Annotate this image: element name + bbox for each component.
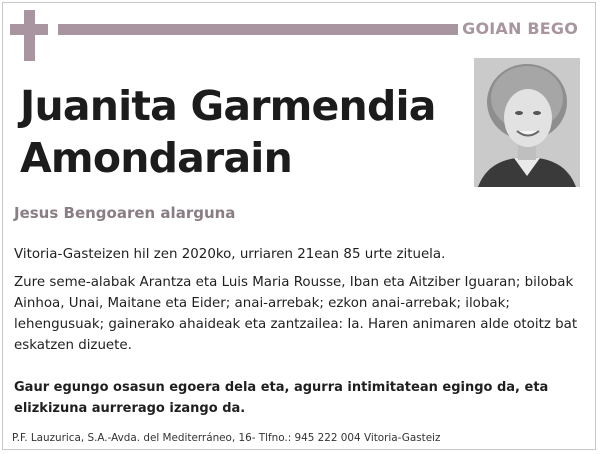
header-bar xyxy=(58,24,458,35)
deceased-name: Juanita Garmendia Amondarain xyxy=(20,82,436,182)
family-list-text: Zure seme-alabak Arantza eta Luis Maria Rousse, Iban eta Aitziber Iguaran; bilobak Ainhoa, Unai, Maitane eta Eider; anai-arrebak; ezkon anai-arrebak; ilobak; lehengusuak; gainerako ahaideak eta zantzailea: Ia. Haren animaren alde otoitz bat eskatzen dizuete. xyxy=(14,275,578,353)
brand-label: GOIAN BEGO xyxy=(462,19,578,38)
funeral-home-footer: P.F. Lauzurica, S.A.-Avda. del Mediterráneo, 16- Tlfno.: 945 222 004 Vitoria-Gasteiz xyxy=(12,432,441,444)
portrait-photo xyxy=(474,58,580,187)
death-notice-text: Vitoria-Gasteizen hil zen 2020ko, urriaren 21ean 85 urte zituela. xyxy=(14,247,446,262)
subtitle-widow-of: Jesus Bengoaren alarguna xyxy=(14,204,236,222)
cross-vertical xyxy=(24,10,35,61)
cross-horizontal xyxy=(10,24,48,35)
ceremony-notice-text: Gaur egungo osasun egoera dela eta, agurra intimitatean egingo da, eta elizkizuna aurrerago izango da. xyxy=(14,380,549,416)
